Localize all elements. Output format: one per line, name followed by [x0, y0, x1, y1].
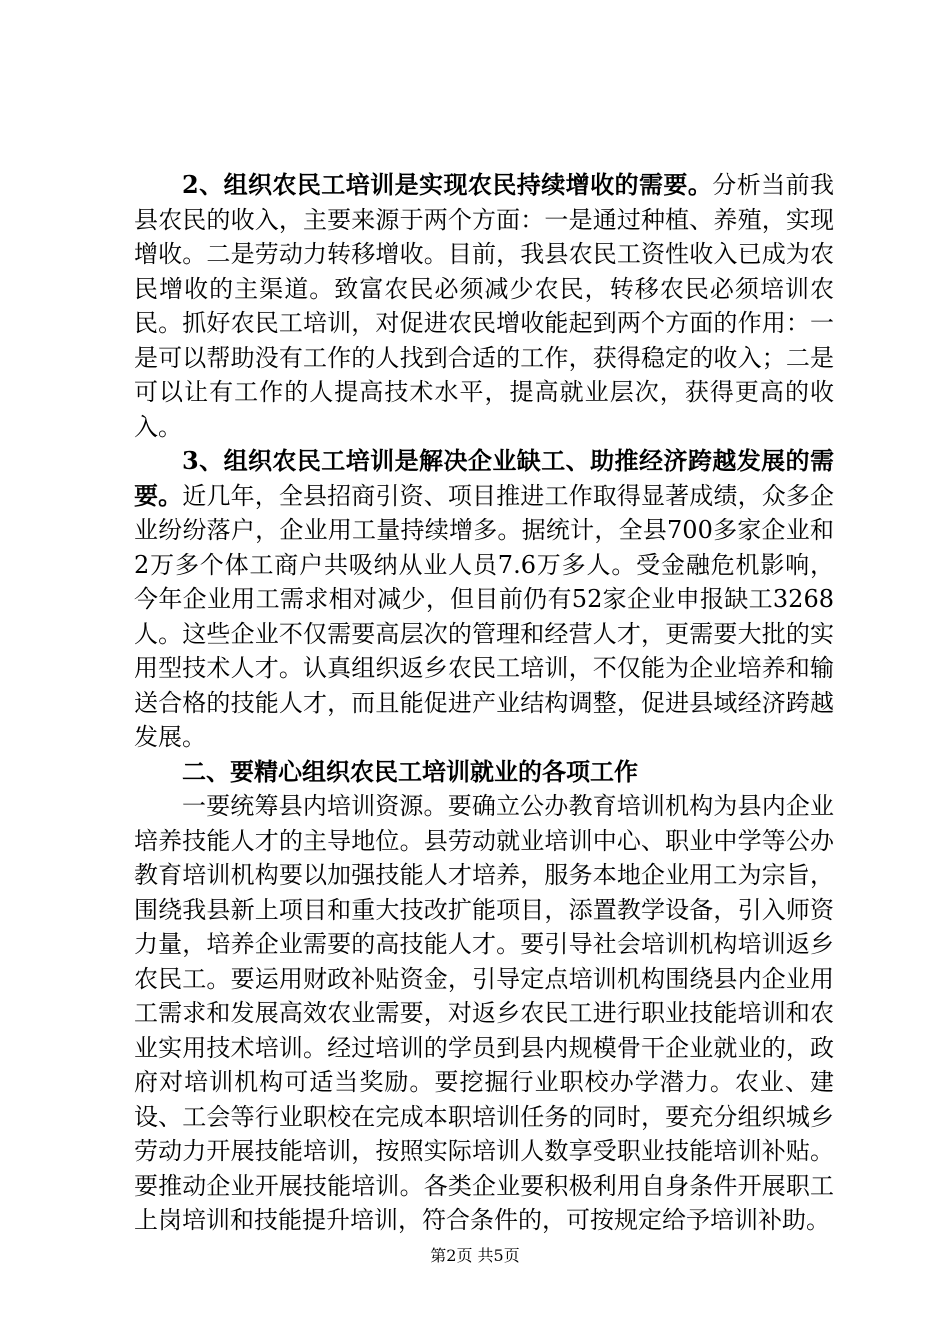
document-body	[134, 168, 834, 1238]
paragraph-2	[134, 168, 834, 444]
section-heading: 二、要精心组织农民工培训就业的各项工作	[182, 756, 638, 786]
paragraph-3-text: 近几年，全县招商引资、项目推进工作取得显著成绩，众多企业纷纷落户，企业用工量持续增多。据统计，全县700多家企业和2万多个体工商户共吸纳从业人员7.6万多人。受金融危机影响，今年企业用工需求相对减少，但目前仍有52家企业申报缺工3268人。这些企业不仅需要高层次的管理和经营人才，更需要大批的实用型技术人才。认真组织返乡农民工培训，不仅能为企业培养和输送合格的技能人才，而且能促进产业结构调整，促进县域经济跨越发展。	[134, 481, 835, 751]
paragraph-2-text: 分析当前我县农民的收入，主要来源于两个方面：一是通过种植、养殖，实现增收。二是劳动力转移增收。目前，我县农民工资性收入已成为农民增收的主渠道。致富农民必须减少农民，转移农民必须培训农民。抓好农民工培训，对促进农民增收能起到两个方面的作用：一是可以帮助没有工作的人找到合适的工作，获得稳定的收入；二是可以让有工作的人提高技术水平，提高就业层次，获得更高的收入。	[134, 171, 835, 441]
page-footer	[0, 1243, 950, 1266]
page-number-label: 第2页 共5页	[430, 1246, 520, 1265]
paragraph-2-lead: 2、组织农民工培训是实现农民持续增收的需要。	[182, 170, 713, 199]
paragraph-3-lead: 3、组织农民工培训是解决企业缺工、助推经济跨越发展的需要。	[134, 446, 834, 510]
paragraph-3	[134, 444, 834, 755]
section-paragraph: 一要统筹县内培训资源。要确立公办教育培训机构为县内企业培养技能人才的主导地位。县劳动就业培训中心、职业中学等公办教育培训机构要以加强技能人才培养，服务本地企业用工为宗旨，围绕我县新上项目和重大技改扩能项目，添置教学设备，引入师资力量，培养企业需要的高技能人才。要引导社会培训机构培训返乡农民工。要运用财政补贴资金，引导定点培训机构围绕县内企业用工需求和发展高效农业需要，对返乡农民工进行职业技能培训和农业实用技术培训。经过培训的学员到县内规模骨干企业就业的，政府对培训机构可适当奖励。要挖掘行业职校办学潜力。农业、建设、工会等行业职校在完成本职培训任务的同时，要充分组织城乡劳动力开展技能培训，按照实际培训人数享受职业技能培训补贴。要推动企业开展技能培训。各类企业要积极利用自身条件开展职工上岗培训和技能提升培训，符合条件的，可按规定给予培训补助。	[134, 792, 834, 1234]
